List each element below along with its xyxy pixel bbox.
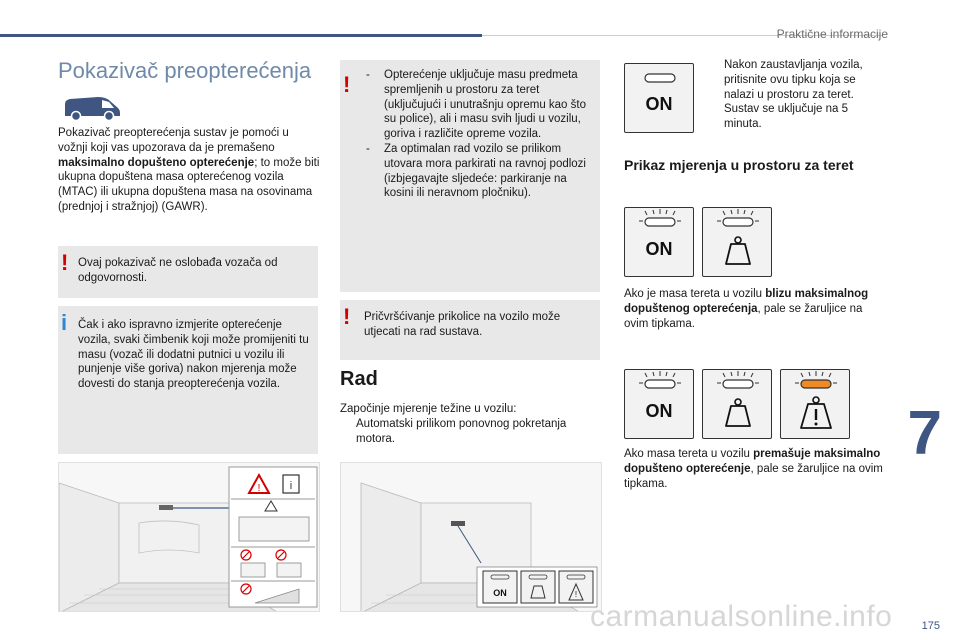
overload-alert-icon (798, 396, 834, 430)
trailer-warning-note: ! Pričvršćivanje prikolice na vozilo može utjecati na rad sustava. (340, 300, 600, 360)
svg-text:i: i (289, 480, 293, 492)
lamp-lit-icon (635, 209, 685, 231)
press-instruction: Nakon zaustavljanja vozila, pritisnite ovu tipku koja se nalazi u prostoru za teret. Sustav se uključuje na 5 minuta. (724, 59, 863, 131)
intro-paragraph: Pokazivač preopterećenja sustav je pomoći u vožnji koji vas upozorava da je premašeno maksimalno dopušteno opterećenje; to može biti ukupna dopuštena masa opterećenog vozila (MTAC) ili ukupna dopuštena masa na osovinama (prednjoj i stražnjoj) (GAWR). (58, 127, 320, 213)
rad-paragraph: Započinje mjerenje težine u vozilu: Automatski prilikom ponovnog pokretanja motora. (340, 403, 567, 445)
list-item: - Za optimalan rad vozilo se prilikom utovara mora parkirati na ravnoj podlozi (izbjegavajte sljedeće: parkiranje na kosini ili neravnom pločniku). (366, 142, 586, 200)
on-button-lit: ON (624, 207, 694, 277)
over-limit-paragraph: Ako masa tereta u vozilu premašuje maksimalno dopušteno opterećenje, pale se žaruljice na ovim tipkama. (624, 448, 883, 490)
section-label: Praktične informacije (776, 27, 888, 41)
lamp-lit-icon (713, 371, 763, 393)
warning-icon: ! (343, 304, 351, 329)
info-icon: i (61, 310, 68, 335)
warning-icon: ! (343, 72, 351, 97)
warning-icon: ! (61, 250, 69, 275)
weight-icon (724, 398, 752, 428)
list-item: - Opterećenje uključuje masu predmeta spremljenih u prostoru za teret (uključujući i unutrašnju opremu kao što su police), ali i masu svih ljudi u vozilu, goriva i različite opreme vozila. (366, 69, 586, 141)
svg-text:ON: ON (493, 588, 507, 598)
rad-heading: Rad (340, 368, 378, 390)
svg-text:!: ! (257, 483, 261, 494)
on-button[interactable]: ON (624, 63, 694, 133)
warning-note: ! Ovaj pokazivač ne oslobađa vozača od odgovornosti. (58, 246, 318, 298)
header-rule (0, 34, 482, 37)
van-icon (62, 94, 122, 122)
load-warning-list (366, 68, 594, 201)
weight-button-lit (702, 369, 772, 439)
overload-button-lit (780, 369, 850, 439)
cargo-area-illustration (58, 462, 320, 612)
on-button-lit: ON (624, 369, 694, 439)
display-heading: Prikaz mjerenja u prostoru za teret (624, 157, 854, 173)
near-limit-paragraph: Ako je masa tereta u vozilu blizu maksimalnog dopuštenog opterećenja, pale se žaruljice na ovim tipkama. (624, 288, 869, 330)
page-title: Pokazivač preopterećenja (58, 58, 312, 83)
watermark: carmanualsonline.info (590, 600, 893, 633)
page-number: 175 (921, 620, 940, 632)
weight-icon (724, 236, 752, 266)
lamp-orange-lit-icon (791, 371, 841, 393)
indicator-lamp-icon (644, 73, 676, 83)
svg-text:!: ! (574, 590, 578, 599)
lamp-lit-icon (635, 371, 685, 393)
cargo-button-location-illustration (340, 462, 602, 612)
load-warning-note (340, 60, 600, 292)
lamp-lit-icon (713, 209, 763, 231)
weight-button-lit (702, 207, 772, 277)
chapter-number: 7 (907, 399, 942, 468)
info-note: i Čak i ako ispravno izmjerite opterećenje vozila, svaki čimbenik koji može promijeniti tu masu (vozač ili dodatni putnici u vozilu ili punjenje više goriva) nakon mjerenja može dovesti do stanja preopterećenja vozila. (58, 306, 318, 454)
